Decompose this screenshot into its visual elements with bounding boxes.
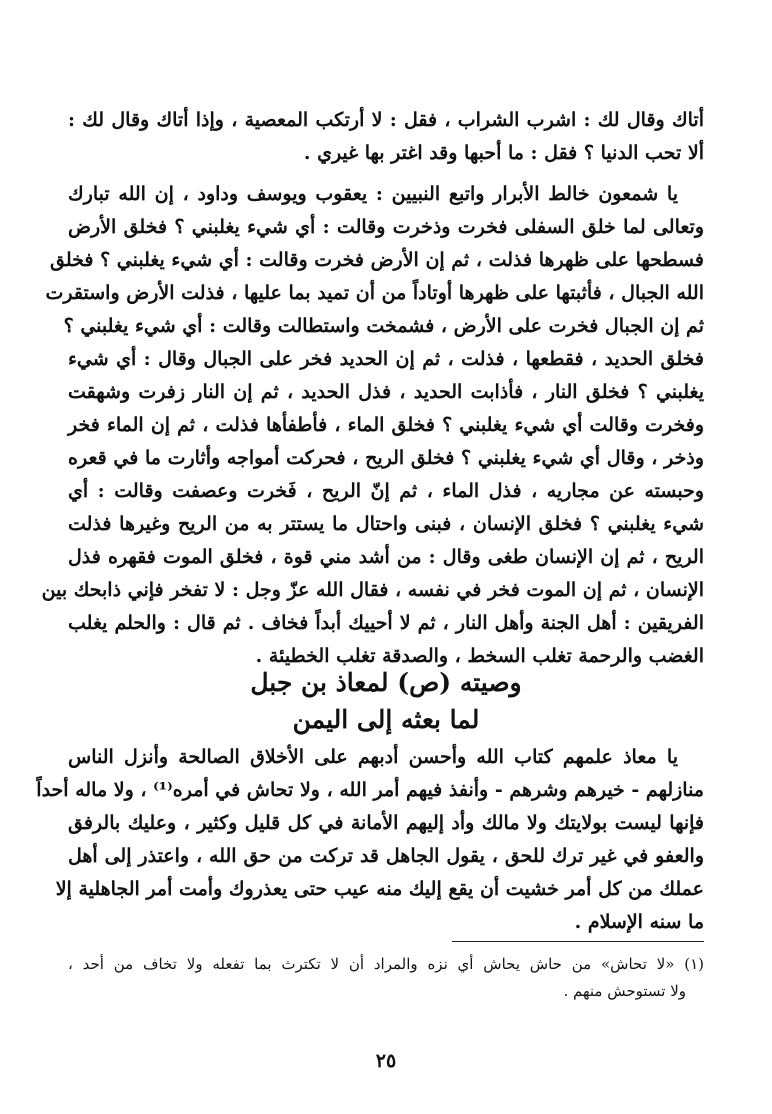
text-line: ثم إن الجبال فخرت على الأرض ، فشمخت واستطالت وقالت : أي شيء يغلبني ؟ (63, 315, 704, 337)
text-line: وذخر ، وقال أي شيء يغلبني ؟ فخلق الريح ، فحركت أمواجه وأثارت ما في قعره (68, 447, 704, 469)
text-line: ما سنه الإسلام . (574, 911, 704, 933)
text-line: والعفو في غير ترك للحق ، يقول الجاهل قد تركت من حق الله ، واعتذر إلى أهل (68, 845, 704, 867)
paragraph-3 (36, 741, 704, 939)
footnote (68, 951, 704, 1005)
text-line: يا معاذ علمهم كتاب الله وأحسن أدبهم على الأخلاق الصالحة وأنزل الناس (68, 746, 678, 768)
text-line: وحبسته عن مجاريه ، فذل الماء ، ثم إنّ الريح ، فَخرت وعصفت وقالت : أي (68, 480, 704, 502)
section-subheading: لما بعثه إلى اليمن (292, 705, 480, 734)
paragraph-1 (68, 104, 704, 170)
text-line: الله الجبال ، فأثبتها على ظهرها أوتاداً من أن تميد بما عليها ، فذلت الأرض واستقرت (45, 282, 704, 304)
section-heading: وصيته (ص) لمعاذ بن جبل (250, 668, 522, 697)
footnote-line: ولا تستوحش منهم . (563, 982, 686, 1000)
text-line: شيء يغلبني ؟ فخلق الإنسان ، فبنى واحتال ما يستتر به من الريح وغيرها فذلت (68, 513, 704, 535)
paragraph-2 (41, 178, 704, 673)
text-line: فخلق الحديد ، فقطعها ، فذلت ، ثم إن الحديد فخر على الجبال وقال : أي شيء (68, 348, 704, 370)
footnote-line: (١) «لا تحاش» من حاش يحاش أي نزه والمراد أن لا تكترث بما تفعله ولا تخاف من أحد ، (68, 955, 704, 973)
text-line: أتاك وقال لك : اشرب الشراب ، فقل : لا أرتكب المعصية ، وإذا أتاك وقال لك : (68, 109, 704, 131)
text-line: يا شمعون خالط الأبرار واتبع النبيين : يعقوب ويوسف وداود ، إن الله تبارك (68, 183, 678, 205)
text-line: وفخرت وقالت أي شيء يغلبني ؟ فخلق الماء ، فأطفأها فذلت ، ثم إن الماء فخر (68, 414, 704, 436)
text-line: عملك من كل أمر خشيت أن يقع إليك منه عيب حتى يعذروك وأمت أمر الجاهلية إلا (55, 878, 704, 900)
text-line: فإنها ليست بولايتك ولا مالك وأد إليهم الأمانة في كل قليل وكثير ، وعليك بالرفق (68, 812, 704, 834)
text-line: الإنسان ، ثم إن الموت فخر في نفسه ، فقال الله عزّ وجل : لا تفخر فإني ذابحك بين (41, 579, 704, 601)
text-line: وتعالى لما خلق السفلى فخرت وذخرت وقالت : أي شيء يغلبني ؟ فخلق الأرض (68, 216, 704, 238)
text-line: فسطحها على ظهرها فذلت ، ثم إن الأرض فخرت وقالت : أي شيء يغلبني ؟ فخلق (49, 249, 704, 271)
footnote-divider (452, 941, 704, 942)
text-line: يغلبني ؟ فخلق النار ، فأذابت الحديد ، فذل الحديد ، ثم إن النار زفرت وشهقت (68, 381, 704, 403)
text-line: الريح ، ثم إن الإنسان طغى وقال : من أشد مني قوة ، فخلق الموت فقهره فذل (68, 546, 704, 568)
text-line: الغضب والرحمة تغلب السخط ، والصدقة تغلب الخطيئة . (255, 645, 704, 667)
page-number: ٢٥ (375, 1050, 397, 1072)
text-line: منازلهم - خيرهم وشرهم - وأنفذ فيهم أمر الله ، ولا تحاش في أمره⁽¹⁾ ، ولا ماله أحداً (36, 779, 704, 801)
text-line: ألا تحب الدنيا ؟ فقل : ما أحبها وقد اغتر بها غيري . (303, 142, 704, 164)
text-line: الفريقين : أهل الجنة وأهل النار ، ثم لا أحييك أبداً فخاف . ثم قال : والحلم يغلب (68, 612, 704, 634)
